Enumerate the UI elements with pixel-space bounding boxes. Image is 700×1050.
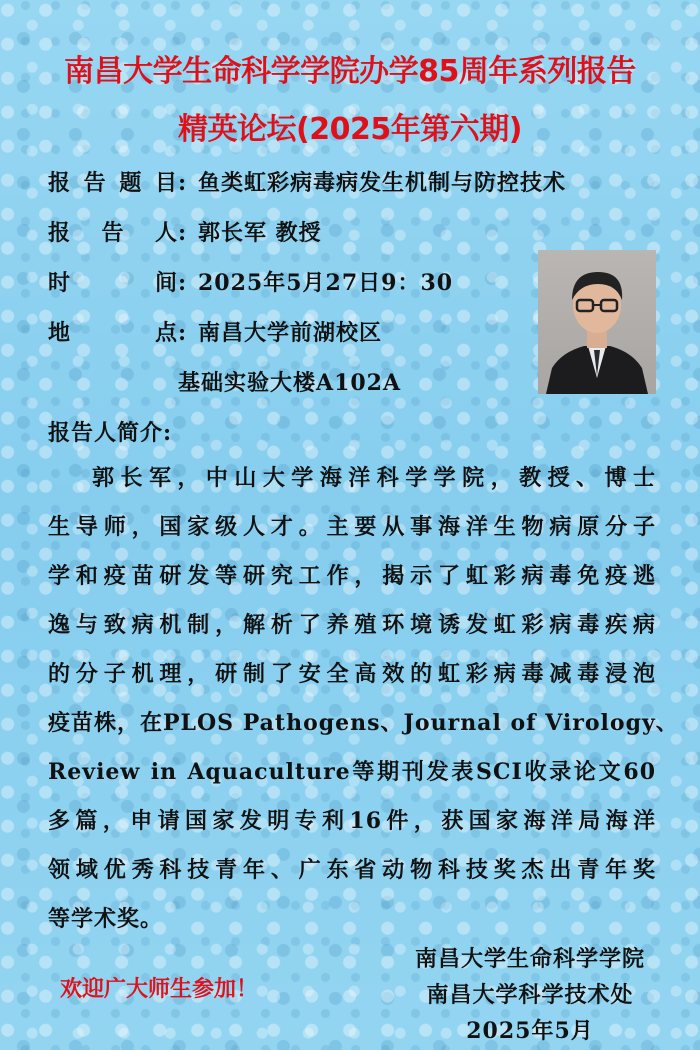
place-row: [48, 316, 382, 347]
bio-line: 学和疫苗研发等研究工作，揭示了虹彩病毒免疫逃: [48, 563, 656, 589]
topic-colon: :: [178, 170, 188, 196]
bio-line: Review in Aquaculture等期刊发表SCI收录论文60: [48, 759, 656, 785]
bio-line: 领域优秀科技青年、广东省动物科技奖杰出青年奖: [48, 857, 656, 883]
speaker-label: 报告人: [48, 220, 178, 246]
time-label: 时间: [48, 270, 178, 296]
intro-label: 报告人简介:: [48, 420, 173, 446]
time-row: [48, 266, 453, 297]
topic-label: 报告题目: [48, 170, 178, 196]
organizer-1: 南昌大学生命科学学院: [414, 946, 645, 972]
speaker-row: [48, 216, 322, 247]
poster-title-line2: 精英论坛(2025年第六期): [178, 112, 522, 147]
speaker-value: 郭长军 教授: [198, 220, 322, 246]
bio-line: 多篇，申请国家发明专利16件，获国家海洋局海洋: [48, 808, 656, 834]
bio-line: 郭长军，中山大学海洋科学学院，教授、博士: [92, 465, 656, 491]
welcome-text: 欢迎广大师生参加！: [60, 977, 259, 1002]
person-silhouette-icon: [538, 250, 656, 394]
place-value-line2: 基础实验大楼A102A: [178, 370, 402, 396]
place-label: 地点: [48, 320, 178, 346]
bio-paragraph: [48, 454, 679, 944]
bio-line: 逸与致病机制，解析了养殖环境诱发虹彩病毒疾病: [48, 612, 656, 638]
topic-value: 鱼类虹彩病毒病发生机制与防控技术: [198, 170, 567, 196]
time-value: 2025年5月27日9：30: [198, 270, 454, 296]
speaker-photo: [538, 250, 656, 394]
issue-date: 2025年5月: [466, 1018, 594, 1044]
bio-line: 等学术奖。: [48, 906, 164, 932]
bio-line: 生导师，国家级人才。主要从事海洋生物病原分子: [48, 514, 656, 540]
place-colon: :: [178, 320, 188, 346]
time-colon: :: [178, 270, 188, 296]
speaker-colon: :: [178, 220, 188, 246]
place-value-line1: 南昌大学前湖校区: [198, 320, 383, 346]
bio-line: 疫苗株，在PLOS Pathogens、Journal of Virology、: [48, 710, 679, 736]
topic-row: [48, 166, 566, 197]
organizer-2: 南昌大学科学技术处: [426, 982, 634, 1008]
poster-title-line1: 南昌大学生命科学学院办学85周年系列报告: [64, 54, 636, 89]
bio-line: 的分子机理，研制了安全高效的虹彩病毒减毒浸泡: [48, 661, 656, 687]
